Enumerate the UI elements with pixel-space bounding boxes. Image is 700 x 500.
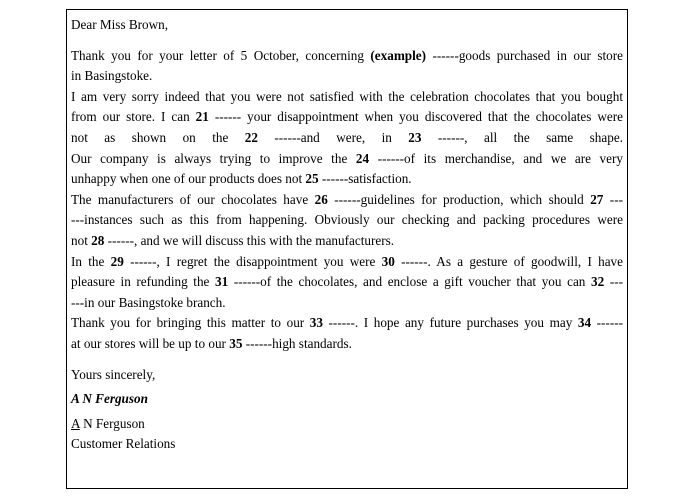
example-marker: (example) — [370, 47, 427, 63]
letter-frame — [66, 9, 628, 489]
signature-text: A N Ferguson — [71, 391, 148, 407]
closing: Yours sincerely, — [71, 366, 156, 382]
blank-number-33: 33 — [309, 315, 323, 331]
paragraph-5-line-2: pleasure in refunding the 31 ------of the chocolates, and enclose a gift voucher that you can 32 --- — [71, 274, 623, 290]
blank-number-23: 23 — [408, 129, 422, 145]
sender-title: Customer Relations — [71, 436, 176, 452]
paragraph-5-line-3: ---in our Basingstoke branch. — [71, 294, 226, 310]
blank-number-26: 26 — [314, 191, 328, 207]
blank-number-35: 35 — [229, 335, 243, 351]
sender-initial: A — [71, 415, 80, 431]
blank-number-31: 31 — [215, 274, 229, 290]
signature — [71, 389, 623, 410]
paragraph-5-line-1: In the 29 ------, I regret the disappointment you were 30 ------. As a gesture of goodwill, I have — [71, 253, 623, 269]
blank-number-21: 21 — [195, 109, 209, 125]
blank-number-22: 22 — [244, 129, 258, 145]
paragraph-4-line-3: not 28 ------, and we will discuss this with the manufacturers. — [71, 232, 395, 248]
sender-name-rest: N Ferguson — [79, 415, 145, 431]
paragraph-4-line-2: ---instances such as this from happening. Obviously our checking and packing procedures were — [71, 212, 623, 228]
blank-number-28: 28 — [91, 232, 105, 248]
paragraph-1-line-1: Thank you for your letter of 5 October, concerning (example) ------goods purchased in our store — [71, 47, 623, 63]
sender-name — [71, 414, 623, 435]
paragraph-4-line-1: The manufacturers of our chocolates have 26 ------guidelines for production, which should 27 --- — [71, 191, 623, 207]
paragraph-2-line-3: not as shown on the 22 ------and were, in 23 ------, all the same shape. — [71, 129, 623, 145]
blank-number-30: 30 — [381, 253, 395, 269]
paragraph-1-line-2: in Basingstoke. — [71, 68, 153, 84]
paragraph-3-line-1: Our company is always trying to improve the 24 ------of its merchandise, and we are very — [71, 150, 623, 166]
paragraph-2-line-2: from our store. I can 21 ------ your disappointment when you discovered that the chocolates were — [71, 109, 623, 125]
blank-number-24: 24 — [355, 150, 370, 166]
blank-number-27: 27 — [590, 191, 604, 207]
paragraph-2-line-1: I am very sorry indeed that you were not satisfied with the celebration chocolates that you bought — [71, 88, 623, 104]
greeting: Dear Miss Brown, — [71, 17, 169, 32]
blank-number-29: 29 — [110, 253, 124, 269]
blank-number-32: 32 — [591, 274, 605, 290]
blank-number-25: 25 — [305, 171, 319, 187]
paragraph-3-line-2: unhappy when one of our products does not 25 ------satisfaction. — [71, 171, 412, 187]
blank-number-34: 34 — [577, 315, 592, 331]
paragraph-6-line-1: Thank you for bringing this matter to our 33 ------. I hope any future purchases you may 34 ------ — [71, 315, 623, 331]
paragraph-6-line-2: at our stores will be up to our 35 ------high standards. — [71, 335, 352, 351]
